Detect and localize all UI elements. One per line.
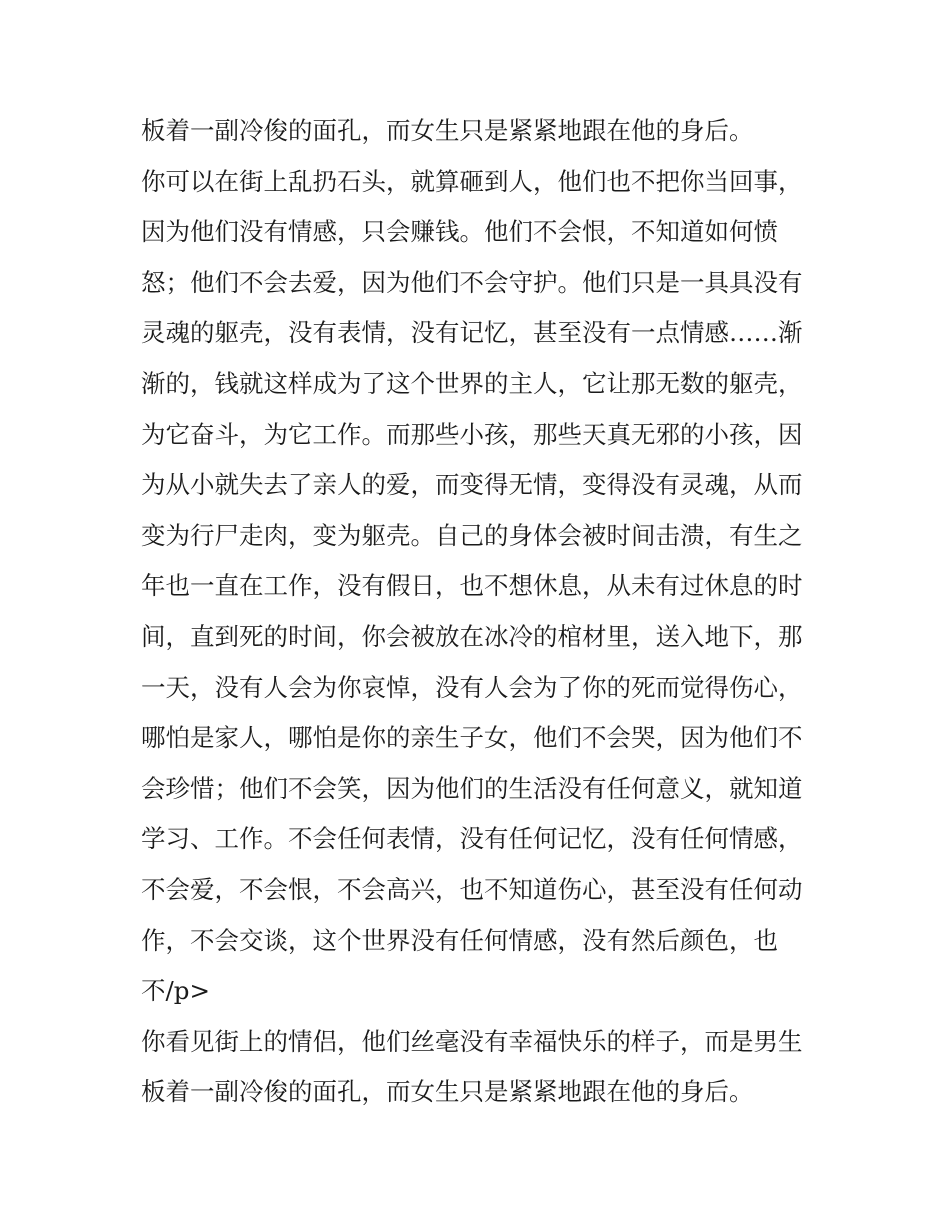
text-line: 因为他们没有情感，只会赚钱。他们不会恨，不知道如何愤 [141,217,778,247]
text-line: 板着一副冷俊的面孔，而女生只是紧紧地跟在他的身后。 [141,116,754,145]
text-line: 变为行尸走肉，变为躯壳。自己的身体会被时间击溃，有生之 [141,520,803,550]
text-line: 会珍惜；他们不会笑，因为他们的生活没有任何意义，就知道 [141,773,803,803]
text-line: 为它奋斗，为它工作。而那些小孩，那些天真无邪的小孩，因 [141,419,803,449]
text-line: 渐的，钱就这样成为了这个世界的主人，它让那无数的躯壳， [141,368,803,398]
text-line: 不/p> [141,976,210,1006]
text-line: 板着一副冷俊的面孔，而女生只是紧紧地跟在他的身后。 [141,1077,754,1107]
text-line: 不会爱，不会恨，不会高兴，也不知道伤心，甚至没有任何动 [141,874,803,904]
text-line: 作，不会交谈，这个世界没有任何情感，没有然后颜色，也 [141,925,778,955]
text-line: 哪怕是家人，哪怕是你的亲生子女，他们不会哭，因为他们不 [141,723,803,753]
text-line: 怒；他们不会去爱，因为他们不会守护。他们只是一具具没有 [141,267,803,297]
text-line: 为从小就失去了亲人的爱，而变得无情，变得没有灵魂，从而 [141,470,803,500]
text-line: 一天，没有人会为你哀悼，没有人会为了你的死而觉得伤心， [141,672,803,702]
text-line: 你可以在街上乱扔石头，就算砸到人，他们也不把你当回事， [141,166,803,196]
body-text [141,106,821,1118]
text-line: 你看见街上的情侣，他们丝毫没有幸福快乐的样子，而是男生 [141,1026,803,1056]
text-line: 灵魂的躯壳，没有表情，没有记忆，甚至没有一点情感……渐 [141,318,803,348]
text-line: 学习、工作。不会任何表情，没有任何记忆，没有任何情感， [141,824,803,854]
text-line: 年也一直在工作，没有假日，也不想休息，从未有过休息的时 [141,571,803,601]
text-line: 间，直到死的时间，你会被放在冰冷的棺材里，送入地下，那 [141,621,803,651]
